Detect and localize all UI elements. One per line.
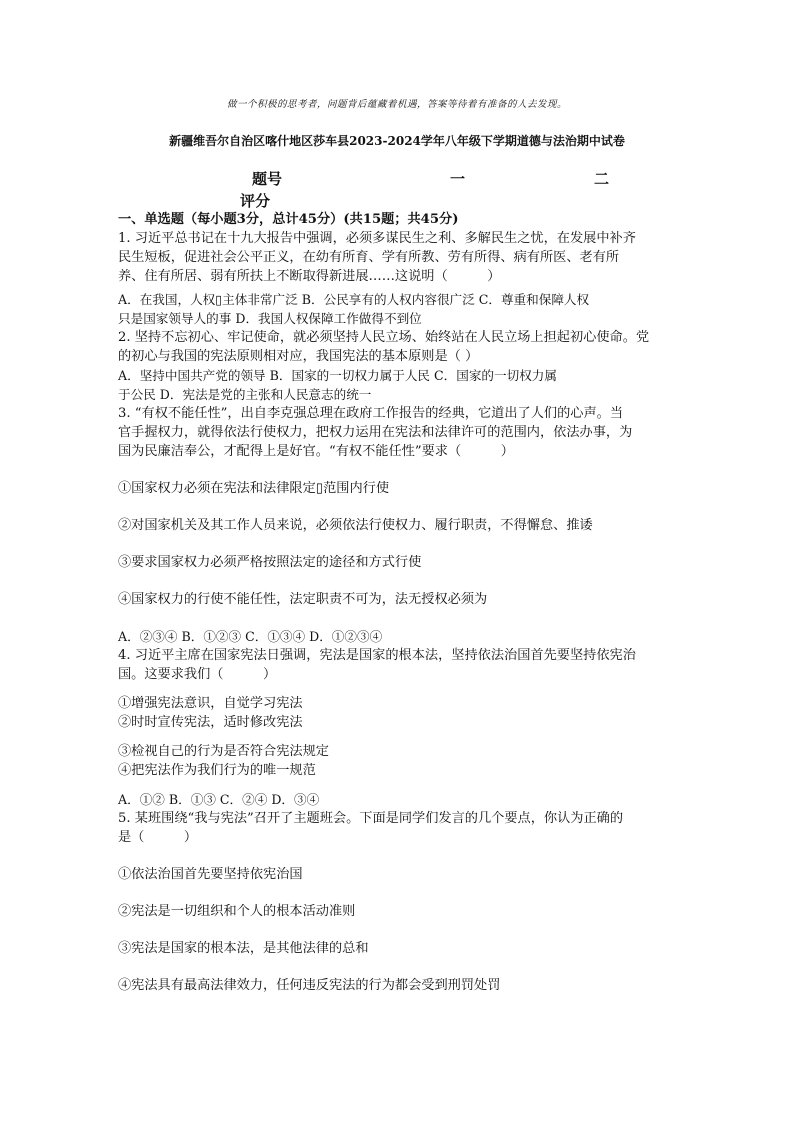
- question-1: [118, 229, 680, 328]
- question-text: 是（ ）: [118, 830, 198, 845]
- score-table-row-label-score: 评分: [240, 192, 271, 210]
- statement: ①增强宪法意识，自觉学习宪法: [118, 696, 303, 711]
- question-options: A．在我国，人权▯主体非常广泛 B．公民享有的人权内容很广泛 C．尊重和保障人权: [118, 292, 590, 307]
- question-2: [118, 328, 680, 404]
- question-text: 官手握权力，就得依法行使权力，把权力运用在宪法和法律许可的范围内，依法办事，为: [118, 425, 633, 440]
- question-text: 5. 某班围绕“我与宪法”召开了主题班会。下面是同学们发言的几个要点，你认为正确的: [118, 811, 624, 826]
- statement: ④把宪法作为我们行为的唯一规范: [118, 763, 316, 778]
- section-heading: 一、单选题（每小题3分，总计45分）(共15题；共45分): [118, 212, 459, 227]
- question-text: 国为民廉洁奉公，才配得上是好官。“有权不能任性”要求（ ）: [118, 444, 514, 459]
- question-options: A．②③④ B．①②③ C．①③④ D．①②③④: [118, 629, 383, 644]
- statement: ③宪法是国家的根本法，是其他法律的总和: [118, 941, 369, 956]
- question-options: A．①② B．①③ C．②④ D．③④: [118, 792, 320, 807]
- statement: ②宪法是一切组织和个人的根本活动准则: [118, 904, 356, 919]
- statement: ②时时宣传宪法，适时修改宪法: [118, 715, 303, 730]
- question-5: [118, 809, 680, 995]
- question-text: 4. 习近平主席在国家宪法日强调，宪法是国家的根本法，坚持依法治国首先要坚持依宪治: [118, 648, 636, 663]
- exam-content: [118, 210, 680, 995]
- statement: ①依法治国首先要坚持依宪治国: [118, 867, 303, 882]
- question-text: 3. “有权不能任性”，出自李克强总理在政府工作报告的经典，它道出了人们的心声。当: [118, 406, 624, 421]
- question-text: 1. 习近平总书记在十九大报告中强调，必须多谋民生之利、多解民生之忧，在发展中补齐: [118, 231, 636, 246]
- score-table-col-1: 一: [450, 170, 466, 188]
- statement: ②对国家机关及其工作人员来说，必须依法行使权力、履行职责，不得懈怠、推诿: [118, 518, 593, 533]
- statement: ①国家权力必须在宪法和法律限定▯范围内行使: [118, 481, 390, 496]
- score-table-col-2: 二: [594, 170, 610, 188]
- question-3: [118, 404, 680, 646]
- statement: ④国家权力的行使不能任性，法定职责不可为，法无授权必须为: [118, 592, 488, 607]
- statement: ③检视自己的行为是否符合宪法规定: [118, 744, 329, 759]
- exam-title: 新疆维吾尔自治区喀什地区莎车县2023-2024学年八年级下学期道德与法治期中试卷: [169, 134, 625, 148]
- question-text: 的初心与我国的宪法原则相对应，我国宪法的基本原则是（ ）: [118, 349, 479, 364]
- statement: ④宪法具有最高法律效力，任何违反宪法的行为都会受到刑罚处罚: [118, 978, 501, 993]
- header-motto: 做一个积极的思考者，问题背后蕴藏着机遇，答案等待着有准备的人去发现。: [226, 99, 567, 110]
- question-text: 民生短板，促进社会公平正义，在幼有所育、学有所教、劳有所得、病有所医、老有所: [118, 250, 620, 265]
- question-text: 2. 坚持不忘初心、牢记使命，就必须坚持人民立场、始终站在人民立场上担起初心使命。党: [118, 330, 650, 345]
- score-table-row-label-number: 题号: [252, 170, 283, 188]
- question-4: [118, 646, 680, 809]
- statement: ③要求国家权力必须严格按照法定的途径和方式行使: [118, 555, 422, 570]
- question-options: A．坚持中国共产党的领导 B．国家的一切权力属于人民 C．国家的一切权力属: [118, 368, 557, 383]
- question-text: 养、住有所居、弱有所扶上不断取得新进展……这说明（ ）: [118, 269, 501, 284]
- question-options: 只是国家领导人的事 D．我国人权保障工作做得不到位: [118, 311, 422, 326]
- question-text: 国。这要求我们（ ）: [118, 667, 277, 682]
- question-options: 于公民 D．宪法是党的主张和人民意志的统一: [118, 387, 372, 402]
